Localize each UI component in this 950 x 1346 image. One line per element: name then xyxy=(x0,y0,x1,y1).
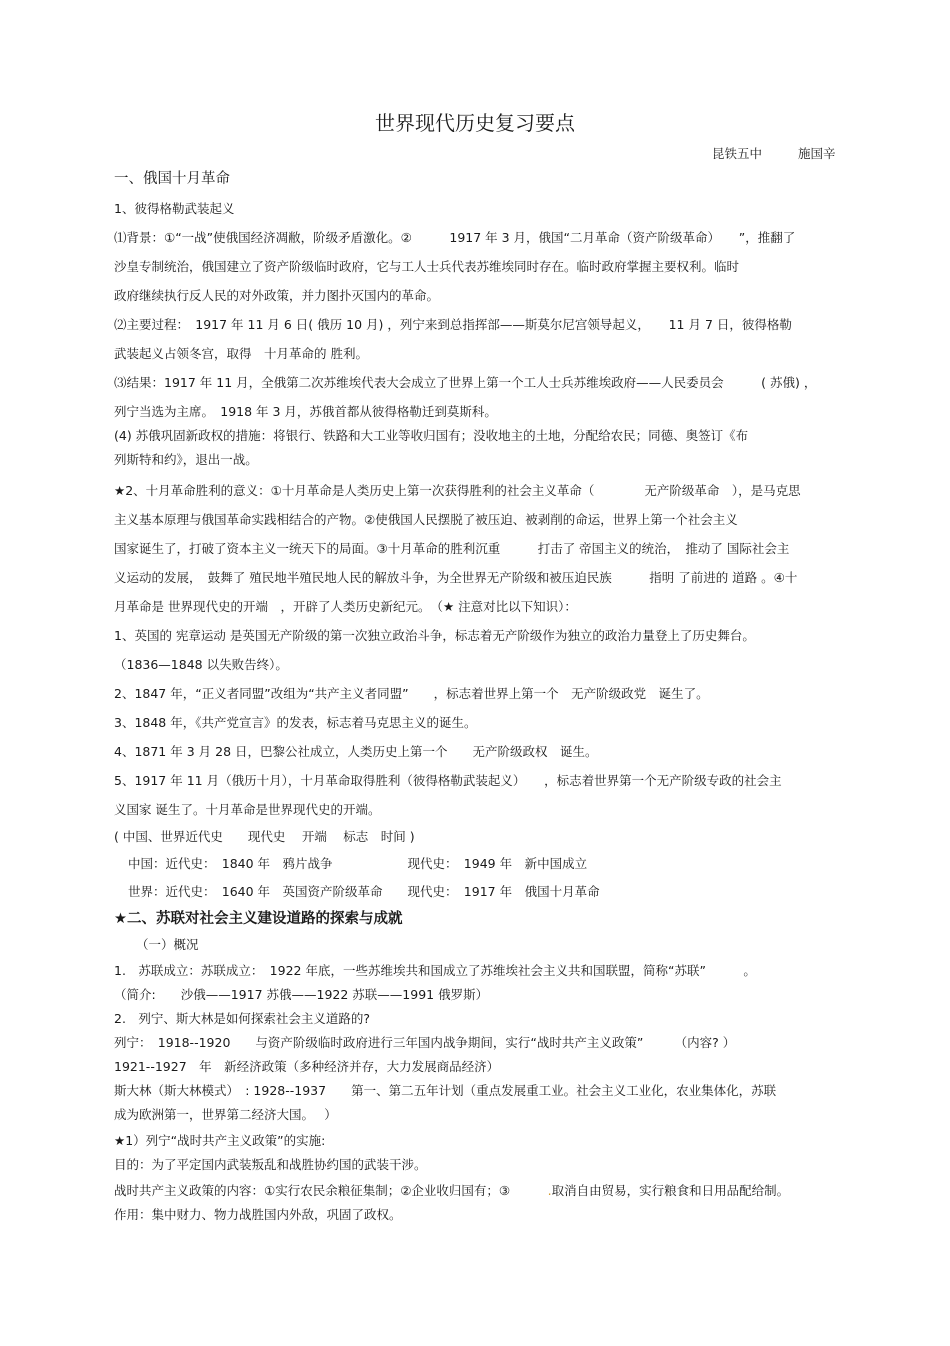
mark-dot: . xyxy=(547,1183,552,1198)
text-line: 义运动的发展， 鼓舞了 殖民地半殖民地人民的解放斗争，为全世界无产阶级和被压迫民族 指明 了前进的 道路 。④十 xyxy=(114,570,798,585)
text-line: 作用：集中财力、物力战胜国内外敌，巩固了政权。 xyxy=(114,1207,402,1222)
text-line: 世界：近代史： 1640 年 英国资产阶级革命 现代史： 1917 年 俄国十月革命 xyxy=(128,884,600,899)
section-heading-2: ★二、苏联对社会主义建设道路的探索与成就 xyxy=(114,911,403,927)
text-line: （简介: 沙俄——1917 苏俄——1922 苏联——1991 俄罗斯） xyxy=(114,987,489,1002)
text-line: 列斯特和约》，退出一战。 xyxy=(114,452,258,467)
author-name: 施国辛 xyxy=(798,146,836,161)
text-line xyxy=(114,1183,789,1199)
text-segment: 战时共产主义政策的内容：①实行农民余粮征集制；②企业收归国有；③ xyxy=(114,1183,548,1198)
text-line: 目的：为了平定国内武装叛乱和战胜协约国的武装干涉。 xyxy=(114,1157,427,1172)
text-line: 沙皇专制统治，俄国建立了资产阶级临时政府，它与工人士兵代表苏维埃同时存在。临时政府掌握主要权利。临时 xyxy=(114,259,740,274)
section-heading-1: 一、俄国十月革命 xyxy=(114,171,230,187)
text-line: ★2、十月革命胜利的意义：①十月革命是人类历史上第一次获得胜利的社会主义革命（ 无产阶级革命 ），是马克思 xyxy=(114,483,801,498)
text-line: 2. 列宁、斯大林是如何探索社会主义道路的? xyxy=(114,1011,371,1026)
text-line: 中国：近代史： 1840 年 鸦片战争 现代史： 1949 年 新中国成立 xyxy=(128,856,588,871)
text-line: 武装起义占领冬宫，取得 十月革命的 胜利。 xyxy=(114,346,368,361)
text-line: 义国家 诞生了。十月革命是世界现代史的开端。 xyxy=(114,802,381,817)
author-school: 昆铁五中 xyxy=(712,146,763,161)
text-line: ⑵主要过程： 1917 年 11 月 6 日( 俄历 10 月) ，列宁来到总指挥部——斯莫尔尼宫领导起义， 11 月 7 日，彼得格勒 xyxy=(114,317,792,332)
author-line xyxy=(712,144,836,162)
text-line: 斯大林（斯大林模式） : 1928--1937 第一、第二五年计划（重点发展重工业。社会主义工业化，农业集体化，苏联 xyxy=(114,1083,777,1098)
subheading: （一）概况 xyxy=(136,937,199,952)
text-line: ⑴背景：①“一战”使俄国经济凋敝，阶级矛盾激化。② 1917 年 3 月，俄国“二月革命（资产阶级革命） ”，推翻了 xyxy=(114,230,796,245)
text-line: （1836—1848 以失败告终）。 xyxy=(114,657,288,672)
text-line: 月革命是 世界现代史的开端 ，开辟了人类历史新纪元。 （★ 注意对比以下知识）： xyxy=(114,599,577,614)
text-line: 成为欧洲第一，世界第二经济大国。 ） xyxy=(114,1107,337,1122)
text-line: 列宁： 1918--1920 与资产阶级临时政府进行三年国内战争期间，实行“战时共产主义政策” （内容? ） xyxy=(114,1035,736,1050)
page-title: 世界现代历史复习要点 xyxy=(375,111,575,135)
text-line: (4) 苏俄巩固新政权的措施：将银行、铁路和大工业等收归国有；没收地主的土地，分配给农民；同德、奥签订《布 xyxy=(114,428,749,443)
text-line: ( 中国、世界近代史 现代史 开端 标志 时间 ) xyxy=(114,829,415,844)
text-line: 3、1848 年，《共产党宣言》的发表，标志着马克思主义的诞生。 xyxy=(114,715,477,730)
text-line: 列宁当选为主席。 1918 年 3 月，苏俄首都从彼得格勒迁到莫斯科。 xyxy=(114,404,497,419)
text-line: 1. 苏联成立：苏联成立： 1922 年底，一些苏维埃共和国成立了苏维埃社会主义共和国联盟，简称“苏联” 。 xyxy=(114,963,756,978)
text-line: 1921--1927 年 新经济政策（多种经济并存，大力发展商品经济） xyxy=(114,1059,500,1074)
text-line: ★1）列宁“战时共产主义政策”的实施: xyxy=(114,1133,326,1148)
text-line: ⑶结果：1917 年 11 月，全俄第二次苏维埃代表大会成立了世界上第一个工人士兵苏维埃政府——人民委员会 ( 苏俄) ， xyxy=(114,375,817,390)
subheading-1: 1、彼得格勒武装起义 xyxy=(114,201,235,216)
text-line: 1、英国的 宪章运动 是英国无产阶级的第一次独立政治斗争，标志着无产阶级作为独立的政治力量登上了历史舞台。 xyxy=(114,628,755,643)
text-line: 国家诞生了，打破了资本主义一统天下的局面。③十月革命的胜利沉重 打击了 帝国主义的统治， 推动了 国际社会主 xyxy=(114,541,790,556)
text-line: 4、1871 年 3 月 28 日，巴黎公社成立，人类历史上第一个 无产阶级政权 诞生。 xyxy=(114,744,598,759)
text-line: 5、1917 年 11 月（俄历十月），十月革命取得胜利（彼得格勒武装起义） ，标志着世界第一个无产阶级专政的社会主 xyxy=(114,773,782,788)
text-line: 主义基本原理与俄国革命实践相结合的产物。②使俄国人民摆脱了被压迫、被剥削的命运，世界上第一个社会主义 xyxy=(114,512,738,527)
text-line: 2、1847 年，“正义者同盟”改组为“共产主义者同盟” ，标志着世界上第一个 无产阶级政党 诞生了。 xyxy=(114,686,709,701)
text-line: 政府继续执行反人民的对外政策，并力图扑灭国内的革命。 xyxy=(114,288,440,303)
text-segment: 取消自由贸易，实行粮食和日用品配给制。 xyxy=(551,1183,790,1198)
